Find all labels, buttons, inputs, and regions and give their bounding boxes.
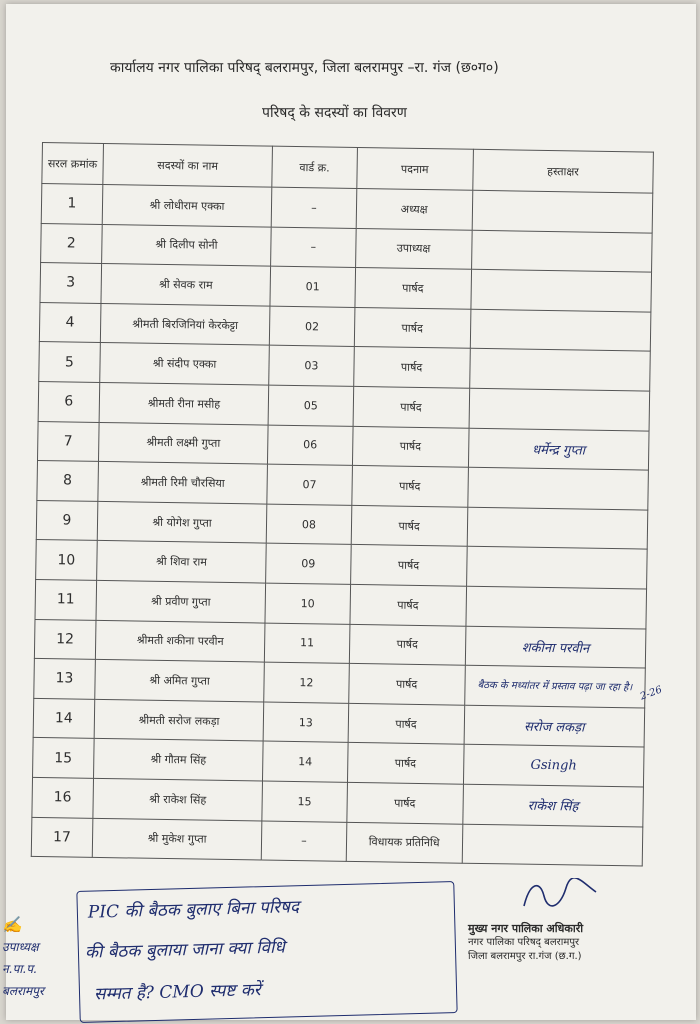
- designation-cell: पार्षद: [349, 584, 466, 625]
- ward-cell: –: [262, 821, 347, 862]
- signature-cell: [465, 626, 646, 668]
- designation-cell: अध्यक्ष: [356, 188, 473, 229]
- ward-cell: 07: [267, 464, 352, 505]
- signature-cell: [463, 745, 644, 787]
- serial-cell: 1: [41, 184, 102, 225]
- handwritten-signature: धर्मेन्द्र गुप्ता: [532, 442, 586, 459]
- signature-cell: [470, 309, 651, 351]
- designation-cell: विधायक प्रतिनिधि: [346, 822, 463, 863]
- member-name-cell: श्रीमती लक्ष्मी गुप्ता: [98, 422, 268, 464]
- header-name: सदस्यों का नाम: [103, 143, 273, 187]
- officer-line-2: नगर पालिका परिषद् बलरामपुर: [468, 937, 580, 948]
- signature-cell: [466, 586, 647, 628]
- signature-cell: [468, 428, 649, 470]
- serial-cell: 14: [33, 698, 94, 739]
- officer-block: [468, 922, 583, 964]
- member-name-cell: श्री प्रवीण गुप्ता: [96, 580, 266, 622]
- member-name-cell: श्री गौतम सिंह: [93, 739, 263, 781]
- handwritten-signature: सरोज लकड़ा: [523, 719, 585, 736]
- member-name-cell: श्री मुकेश गुप्ता: [92, 818, 262, 860]
- serial-cell: 4: [39, 302, 100, 343]
- handwritten-signature: शकीना परवीन: [521, 640, 590, 657]
- member-name-cell: श्री राकेश सिंह: [93, 778, 263, 820]
- serial-cell: 3: [40, 263, 101, 304]
- designation-cell: पार्षद: [353, 386, 470, 427]
- signature-cell: [464, 705, 645, 747]
- member-name-cell: श्री सेवक राम: [101, 264, 271, 306]
- left-signature-line-1: उपाध्यक्ष: [2, 940, 39, 954]
- officer-line-3: जिला बलरामपुर रा.गंज (छ.ग.): [468, 951, 582, 962]
- signature-cell: [472, 190, 653, 232]
- officer-signature-mark: [520, 878, 600, 916]
- member-name-cell: श्री योगेश गुप्ता: [97, 501, 267, 543]
- left-signature-mark: ✍: [2, 915, 22, 934]
- member-name-cell: श्रीमती रिमी चौरसिया: [98, 462, 268, 504]
- designation-cell: पार्षद: [350, 545, 467, 586]
- header-signature: हस्ताक्षर: [473, 149, 654, 193]
- officer-signature-icon: [520, 878, 600, 912]
- serial-cell: 16: [32, 777, 93, 818]
- handwritten-signature: राकेश सिंह: [527, 798, 579, 815]
- serial-cell: 17: [31, 817, 92, 858]
- officer-line-1: मुख्य नगर पालिका अधिकारी: [468, 922, 584, 935]
- designation-cell: पार्षद: [352, 426, 469, 467]
- ward-cell: 08: [267, 504, 352, 545]
- ward-cell: 14: [263, 741, 348, 782]
- handwritten-date: 2-26: [638, 684, 664, 703]
- signature-cell: [469, 388, 650, 430]
- handwritten-note-box: [76, 881, 457, 1023]
- ward-cell: 10: [265, 583, 350, 624]
- designation-cell: पार्षद: [354, 307, 471, 348]
- serial-cell: 12: [34, 619, 95, 660]
- designation-cell: उपाध्यक्ष: [355, 228, 472, 269]
- designation-cell: पार्षद: [349, 624, 466, 665]
- ward-cell: 05: [268, 385, 353, 426]
- designation-cell: पार्षद: [348, 703, 465, 744]
- member-name-cell: श्रीमती बिरजिनियां केरकेट्टा: [100, 303, 270, 345]
- ward-cell: 11: [265, 623, 350, 664]
- signature-cell: [466, 547, 647, 589]
- ward-cell: 15: [262, 781, 347, 822]
- note-line-2: की बैठक बुलाया जाना क्या विधि: [84, 937, 286, 963]
- ward-cell: 12: [264, 662, 349, 703]
- serial-cell: 6: [38, 381, 99, 422]
- serial-cell: 7: [37, 421, 98, 462]
- signature-cell: [469, 349, 650, 391]
- member-name-cell: श्रीमती शकीना परवीन: [95, 620, 265, 662]
- header-designation: पदनाम: [356, 147, 473, 190]
- serial-cell: 15: [33, 738, 94, 779]
- serial-cell: 10: [36, 540, 97, 581]
- ward-cell: 01: [270, 266, 355, 307]
- designation-cell: पार्षद: [351, 505, 468, 546]
- serial-cell: 13: [34, 659, 95, 700]
- note-line-3: सम्मत है? CMO स्पष्ट करें: [93, 980, 262, 1005]
- document-subtitle: परिषद् के सदस्यों का विवरण: [262, 105, 407, 121]
- ward-cell: –: [271, 227, 356, 268]
- designation-cell: पार्षद: [346, 782, 463, 823]
- signature-cell: [471, 230, 652, 272]
- member-name-cell: श्री संदीप एक्का: [99, 343, 269, 385]
- member-name-cell: श्री लोधीराम एक्का: [102, 184, 272, 226]
- serial-cell: 8: [37, 461, 98, 502]
- serial-cell: 9: [36, 500, 97, 541]
- header-serial: सरल क्रमांक: [42, 143, 103, 185]
- designation-cell: पार्षद: [351, 466, 468, 507]
- left-signature-block: [2, 914, 44, 1002]
- signature-cell: [462, 824, 643, 866]
- header-ward: वार्ड क्र.: [272, 146, 357, 188]
- designation-cell: पार्षद: [353, 347, 470, 388]
- serial-cell: 11: [35, 579, 96, 620]
- ward-cell: 13: [263, 702, 348, 743]
- signature-cell: [464, 665, 645, 707]
- member-name-cell: श्रीमती रीना मसीह: [99, 382, 269, 424]
- ward-cell: 06: [268, 425, 353, 466]
- member-name-cell: श्रीमती सरोज लकड़ा: [94, 699, 264, 741]
- serial-cell: 2: [41, 223, 102, 264]
- member-name-cell: श्री अमित गुप्ता: [95, 660, 265, 702]
- members-table: [31, 142, 654, 867]
- signature-cell: [468, 467, 649, 509]
- handwritten-signature: बैठक के मध्यांतर में प्रस्ताव पढ़ा जा रहा है।: [477, 680, 633, 694]
- left-signature-line-3: बलरामपुर: [2, 984, 44, 998]
- designation-cell: पार्षद: [348, 664, 465, 705]
- serial-cell: 5: [39, 342, 100, 383]
- note-line-1: PIC की बैठक बुलाए बिना परिषद: [87, 897, 300, 923]
- designation-cell: पार्षद: [347, 743, 464, 784]
- office-title: कार्यालय नगर पालिका परिषद् बलरामपुर, जिला बलरामपुर –रा. गंज (छ०ग०): [110, 60, 499, 76]
- signature-cell: [467, 507, 648, 549]
- designation-cell: पार्षद: [354, 268, 471, 309]
- signature-cell: [471, 269, 652, 311]
- ward-cell: –: [271, 187, 356, 228]
- left-signature-line-2: न.पा.प.: [2, 962, 37, 976]
- handwritten-signature: Gsingh: [530, 757, 577, 774]
- ward-cell: 02: [270, 306, 355, 347]
- ward-cell: 03: [269, 345, 354, 386]
- signature-cell: [463, 784, 644, 826]
- member-name-cell: श्री दिलीप सोनी: [101, 224, 271, 266]
- table-body: [31, 184, 652, 867]
- member-name-cell: श्री शिवा राम: [96, 541, 266, 583]
- ward-cell: 09: [266, 543, 351, 584]
